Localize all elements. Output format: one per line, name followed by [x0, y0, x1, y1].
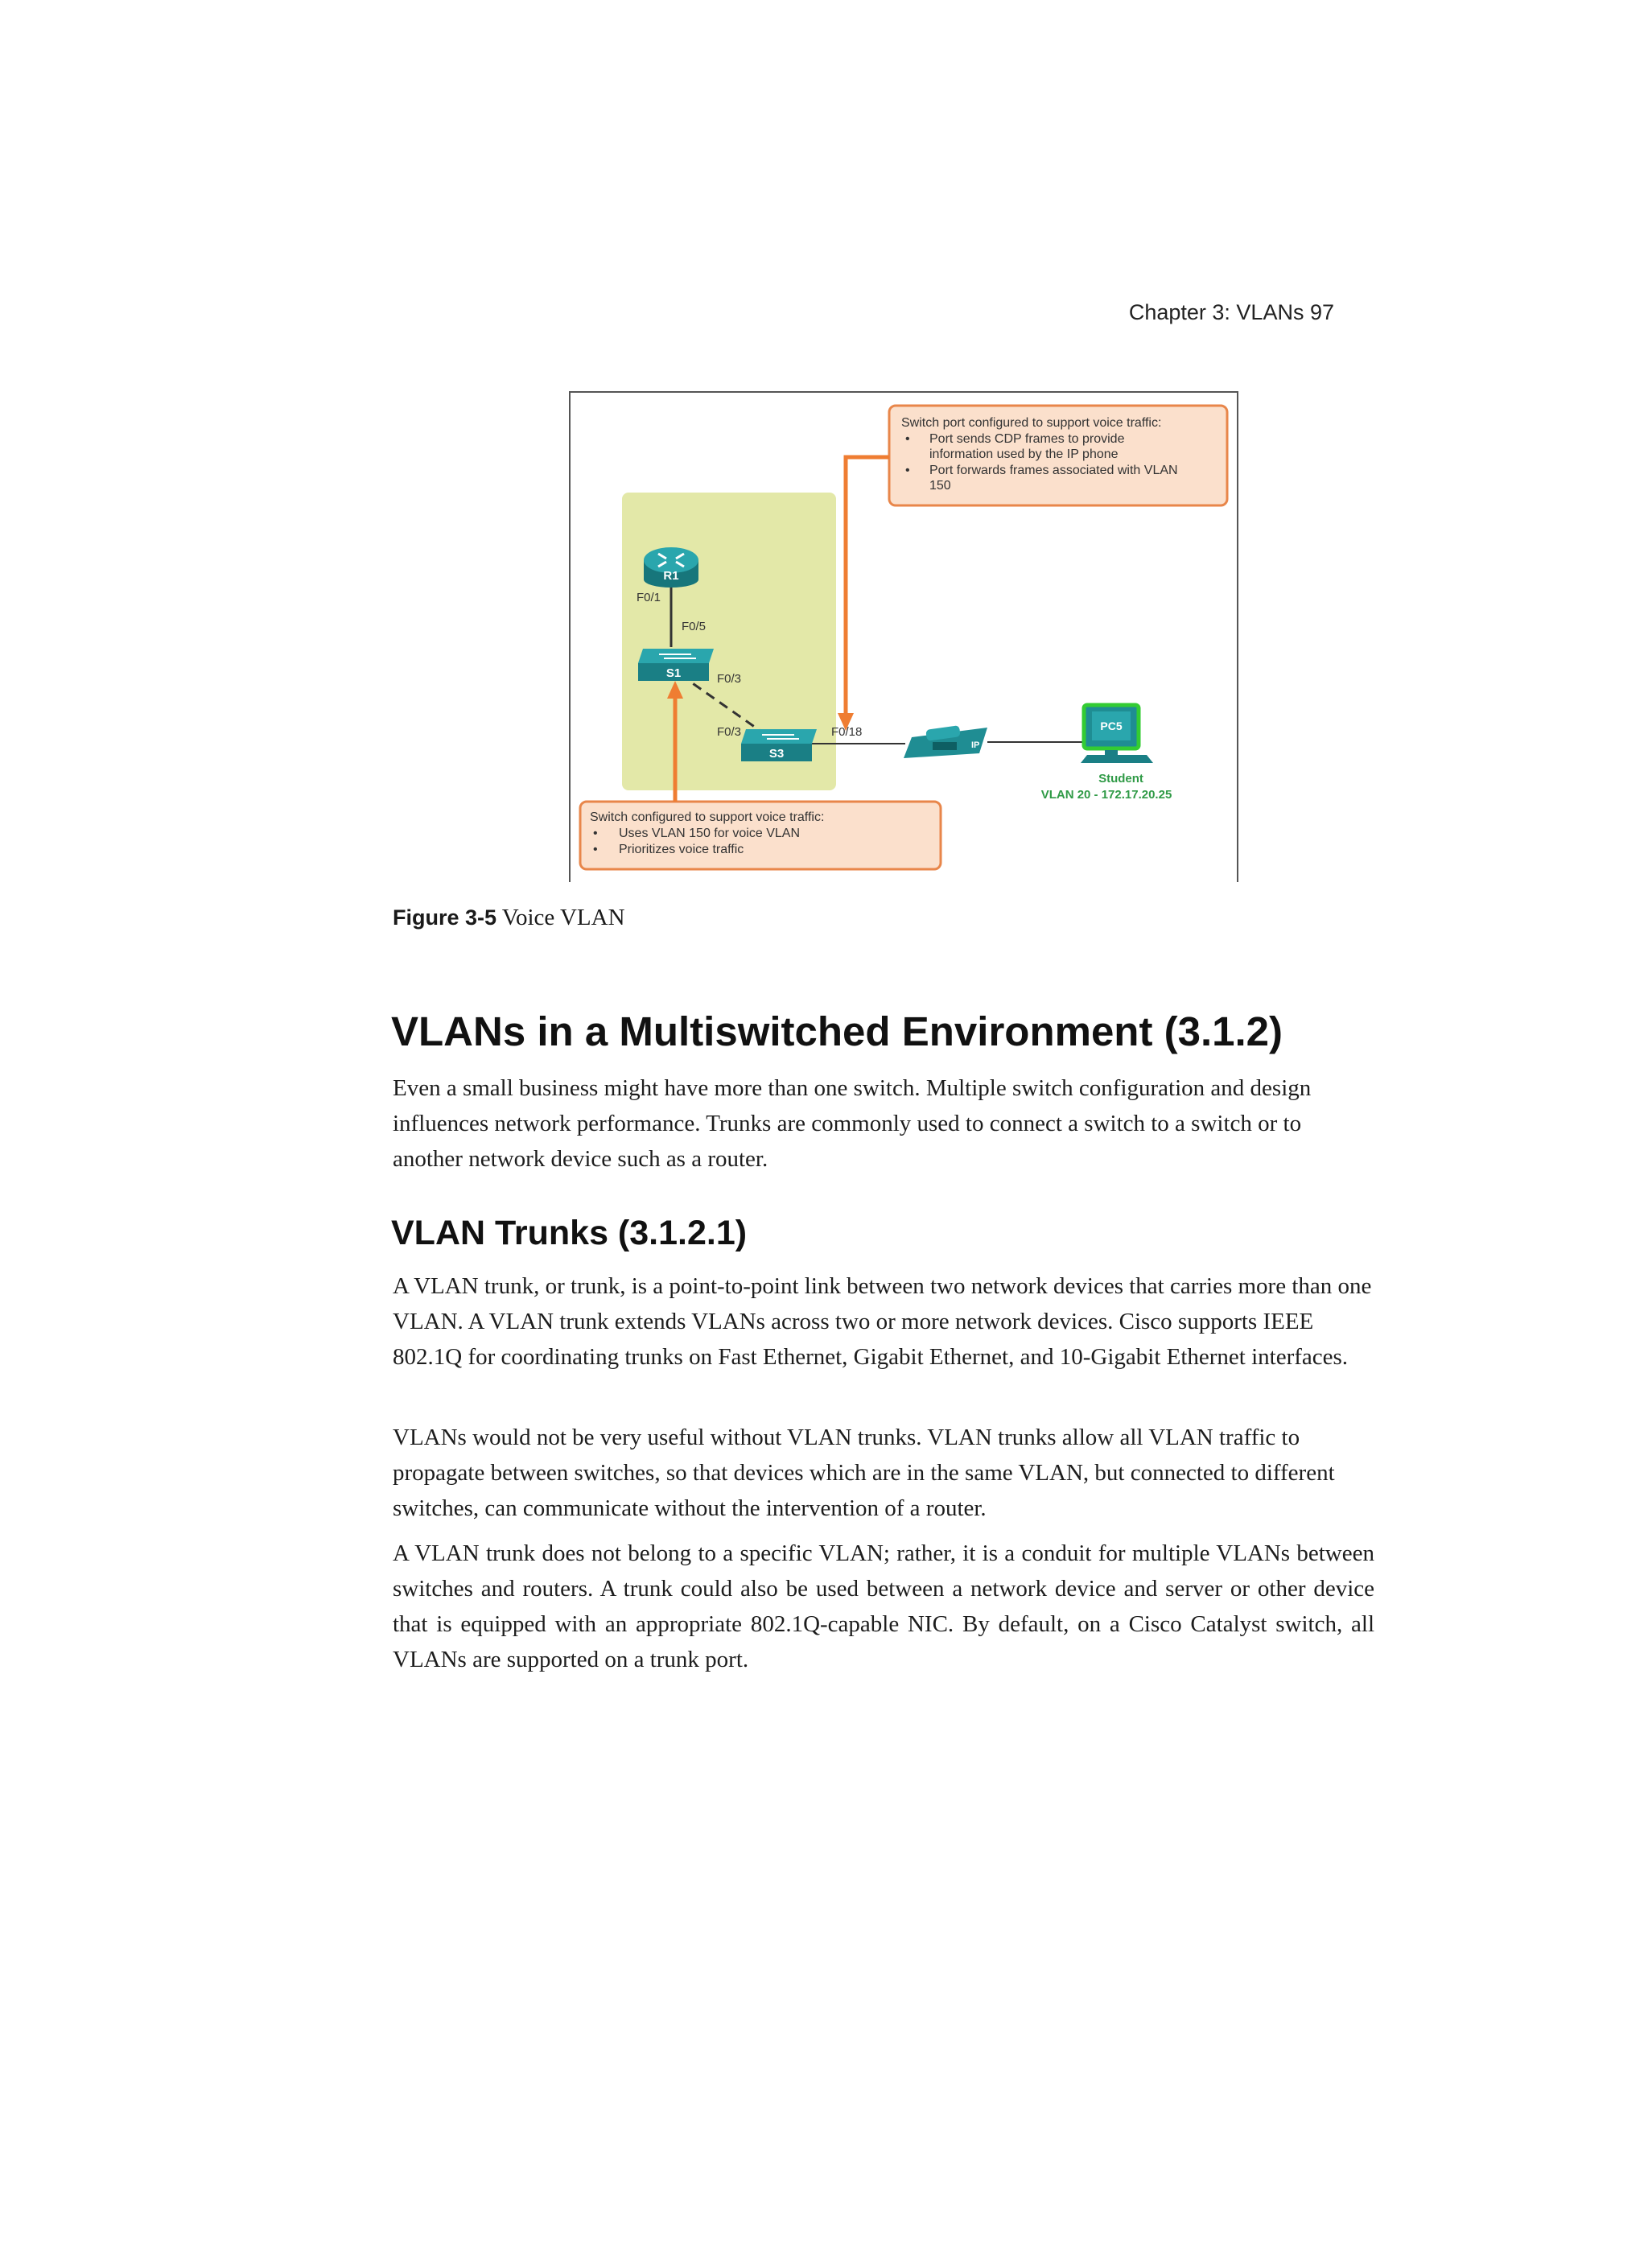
router-icon [644, 547, 698, 588]
port-label: F0/1 [637, 591, 661, 604]
running-head: Chapter 3: VLANs 97 [1128, 300, 1334, 324]
switch-s1-icon [638, 649, 714, 681]
callout-port-bullet2-line1: Port forwards frames associated with VLAN [929, 464, 1178, 477]
pc-label: PC5 [1100, 720, 1123, 732]
port-label: F0/3 [717, 725, 742, 739]
body-paragraph-1: A VLAN trunk, or trunk, is a point-to-point link between two network devices that carries more than one VLAN. A VLAN trunk extends VLANs across two or more network devices. Cisco supports IEEE 802.1Q for coordinating trunks on Fast Ethernet, Gigabit Ethernet, and 10-Gigabit Ethernet interfaces. [393, 1273, 1372, 1370]
switch-s3-icon [741, 729, 817, 761]
switch-s3-label: S3 [768, 747, 785, 761]
callout-port-config [889, 406, 1227, 505]
callout-port-title: Switch port configured to support voice traffic: [901, 416, 1162, 430]
callout-switch-config [580, 802, 941, 869]
section-paragraph: Even a small business might have more than one switch. Multiple switch configuration and design influences network performance. Trunks are commonly used to connect a switch to a switch or to another network device such as a router. [393, 1075, 1312, 1172]
bullet-glyph: • [905, 464, 910, 477]
bullet-glyph: • [905, 432, 910, 446]
ip-phone-label: IP [971, 740, 980, 750]
figure-caption-text: Voice VLAN [496, 905, 625, 930]
pc-caption-name: Student [1098, 772, 1143, 786]
switch-s1-label: S1 [665, 666, 682, 680]
callout-port-bullet1-line1: Port sends CDP frames to provide [929, 432, 1125, 446]
callout-switch-bullet1: Uses VLAN 150 for voice VLAN [619, 827, 800, 840]
callout-port-bullet1-line2: information used by the IP phone [929, 447, 1119, 461]
router-label: R1 [663, 569, 679, 583]
figure-number: Figure 3-5 [393, 905, 497, 930]
body-paragraph-3: A VLAN trunk does not belong to a specific VLAN; rather, it is a conduit for multiple VLANs between switches and routers. A trunk could also be used between a network device and server or other device that is equipped with an appropriate 802.1Q-capable NIC. By default, on a Cisco Catalyst switch, all VLANs are supported on a trunk port. [393, 1540, 1374, 1672]
port-label: F0/18 [831, 725, 863, 739]
voice-vlan-figure [569, 391, 1238, 882]
port-label: F0/5 [682, 620, 707, 633]
body-paragraph-2: VLANs would not be very useful without VLAN trunks. VLAN trunks allow all VLAN traffic to propagate between switches, so that devices which are in the same VLAN, but connected to different switches, can communicate without the intervention of a router. [393, 1425, 1335, 1521]
figure-caption [393, 905, 625, 931]
bullet-glyph: • [593, 827, 598, 840]
subsection-heading: VLAN Trunks (3.1.2.1) [391, 1214, 748, 1252]
section-heading: VLANs in a Multiswitched Environment (3.1.2) [391, 1008, 1283, 1054]
bullet-glyph: • [593, 843, 598, 856]
port-label: F0/3 [717, 672, 742, 686]
callout-switch-bullet2: Prioritizes voice traffic [619, 843, 744, 856]
pc-caption-vlan: VLAN 20 - 172.17.20.25 [1040, 788, 1172, 802]
callout-port-bullet2-line2: 150 [929, 479, 951, 493]
callout-switch-title: Switch configured to support voice traffic: [590, 810, 825, 824]
